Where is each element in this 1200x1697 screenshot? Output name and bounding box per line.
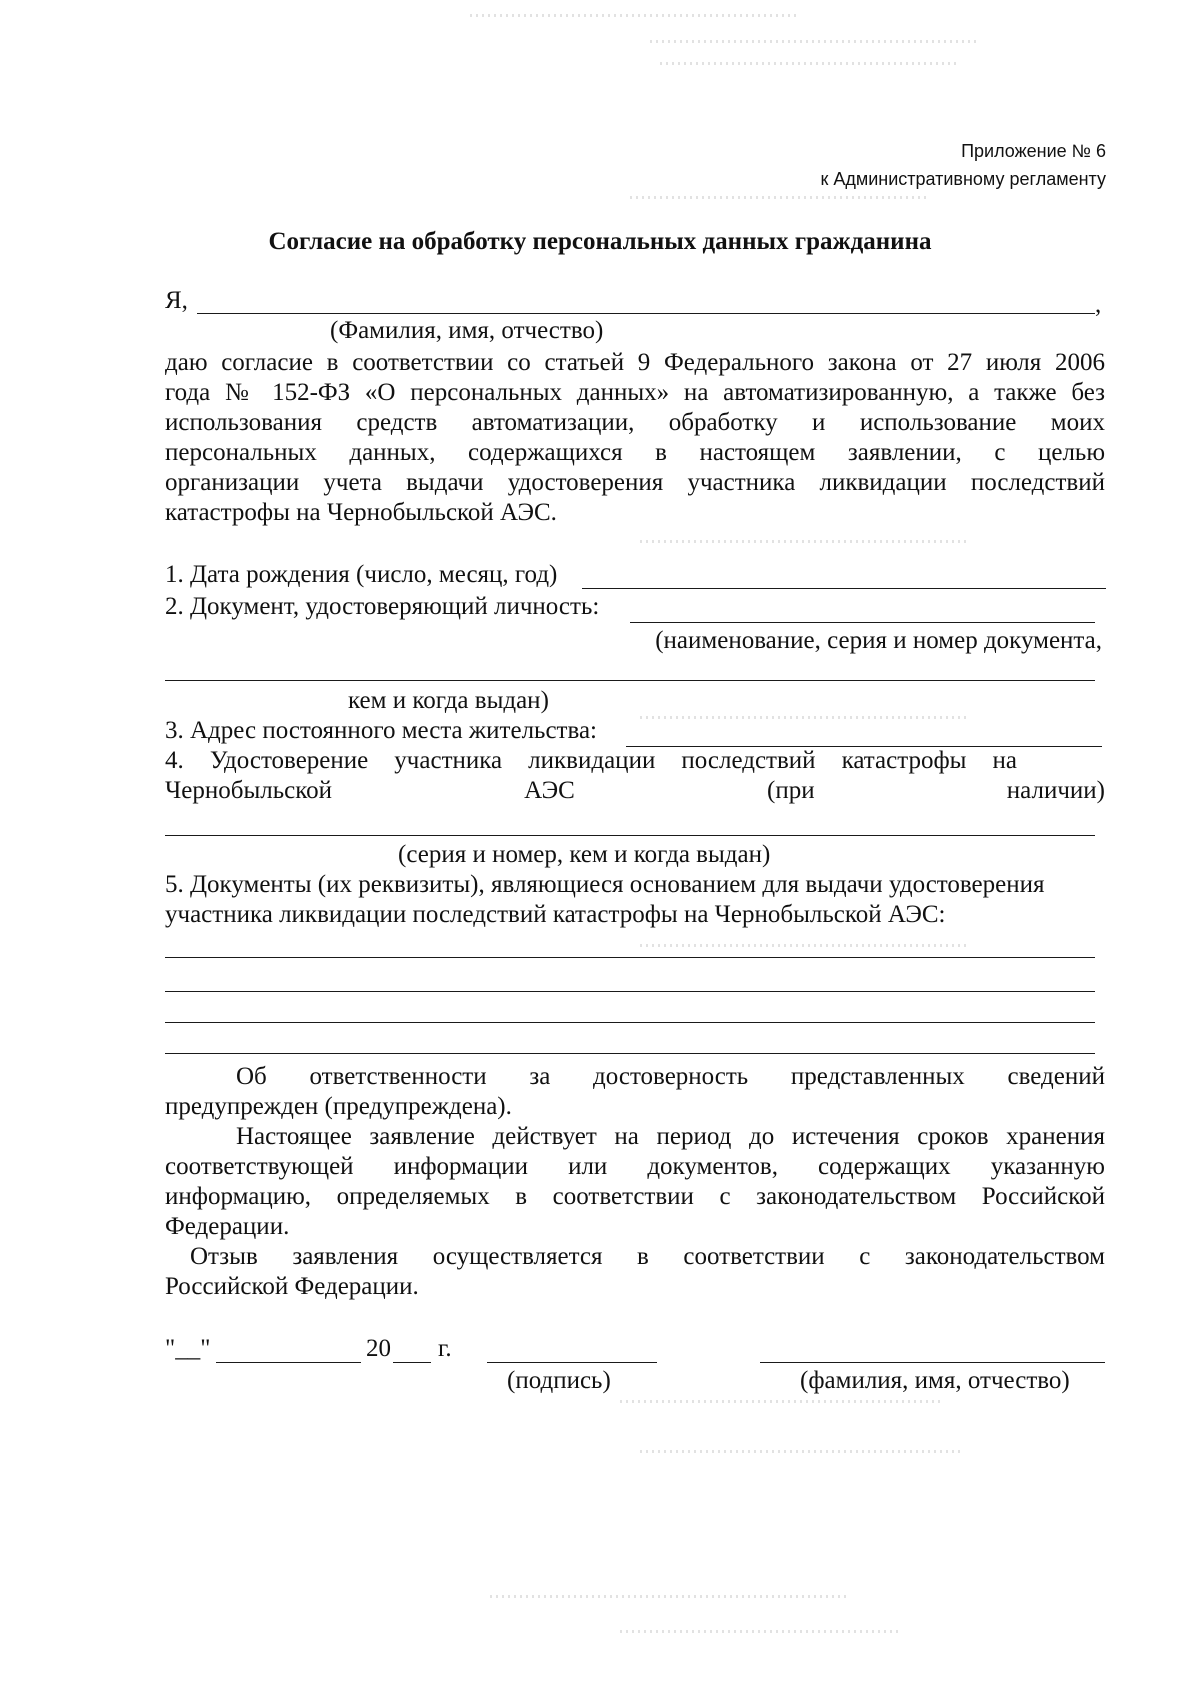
certificate-hint: (серия и номер, кем и когда выдан) [398,841,771,868]
identity-document-hint: (наименование, серия и номер документа, [655,627,1102,654]
date-year-field[interactable] [393,1362,431,1363]
scan-artifact [630,196,930,199]
address-label: 3. Адрес постоянного места жительства: [165,717,597,744]
documents-label-continued: участника ликвидации последствий катастрофы на Чернобыльской АЭС: [165,901,946,928]
signer-name-field[interactable] [760,1362,1105,1363]
scan-artifact [640,716,970,719]
consent-text-line: года № 152-ФЗ «О персональных данных» на автоматизированную, а также без [165,379,1105,406]
identity-document-field-continued[interactable] [165,680,1095,681]
scan-artifact [620,1400,940,1403]
certificate-label: 4. Удостоверение участника ликвидации последствий катастрофы на [165,747,1017,774]
signer-name-hint: (фамилия, имя, отчество) [800,1367,1070,1394]
validity-paragraph-line: Настоящее заявление действует на период до истечения сроков хранения [236,1123,1105,1150]
date-month-field[interactable] [216,1362,361,1363]
date-year-suffix: г. [438,1335,452,1362]
documents-field-line-4[interactable] [165,1053,1095,1054]
documents-field-line-3[interactable] [165,1022,1095,1023]
documents-label: 5. Документы (их реквизиты), являющиеся основанием для выдачи удостоверения [165,871,1045,898]
document-title: Согласие на обработку персональных данных гражданина [268,228,932,255]
scan-artifact [640,1450,960,1453]
date-day-field[interactable]: "__" [165,1335,211,1362]
consent-text-line: использования средств автоматизации, обработку и использование моих [165,409,1105,436]
full-name-field[interactable] [197,313,1095,314]
consent-text-line: даю согласие в соответствии со статьей 9 Федерального закона от 27 июля 2006 [165,349,1105,376]
certificate-label-continued: Чернобыльской АЭС (при наличии) [165,777,1105,804]
name-prefix: Я, [165,287,188,314]
name-comma: , [1095,291,1102,318]
full-name-hint: (Фамилия, имя, отчество) [330,317,604,344]
validity-paragraph-line: соответствующей информации или документов, содержащих указанную [165,1153,1105,1180]
scan-artifact [650,40,980,43]
scan-artifact [620,1630,900,1633]
appendix-reference: к Административному регламенту [820,169,1106,189]
scan-artifact [490,1595,850,1598]
consent-text-line: катастрофы на Чернобыльской АЭС. [165,499,557,526]
signature-hint: (подпись) [507,1367,611,1394]
responsibility-notice-continued: предупрежден (предупреждена). [165,1093,512,1120]
validity-paragraph-line: Федерации. [165,1213,290,1240]
scan-artifact [660,62,960,65]
birth-date-field[interactable] [582,588,1106,589]
birth-date-label: 1. Дата рождения (число, месяц, год) [165,561,558,588]
scan-artifact [640,540,970,543]
revocation-notice: Отзыв заявления осуществляется в соответствии с законодательством [190,1243,1105,1270]
appendix-number: Приложение № 6 [961,141,1106,161]
consent-text-line: персональных данных, содержащихся в настоящем заявлении, с целью [165,439,1105,466]
identity-document-hint-issued: кем и когда выдан) [348,687,549,714]
responsibility-notice: Об ответственности за достоверность представленных сведений [236,1063,1105,1090]
revocation-notice-continued: Российской Федерации. [165,1273,419,1300]
certificate-field[interactable] [165,835,1095,836]
documents-field-line-1[interactable] [165,957,1095,958]
documents-field-line-2[interactable] [165,991,1095,992]
consent-text-line: организации учета выдачи удостоверения участника ликвидации последствий [165,469,1105,496]
identity-document-field[interactable] [630,622,1095,623]
date-year-prefix: 20 [366,1335,391,1362]
scan-artifact [470,14,800,17]
signature-field[interactable] [487,1362,657,1363]
identity-document-label: 2. Документ, удостоверяющий личность: [165,593,600,620]
validity-paragraph-line: информацию, определяемых в соответствии с законодательством Российской [165,1183,1105,1210]
scan-artifact [640,944,970,947]
